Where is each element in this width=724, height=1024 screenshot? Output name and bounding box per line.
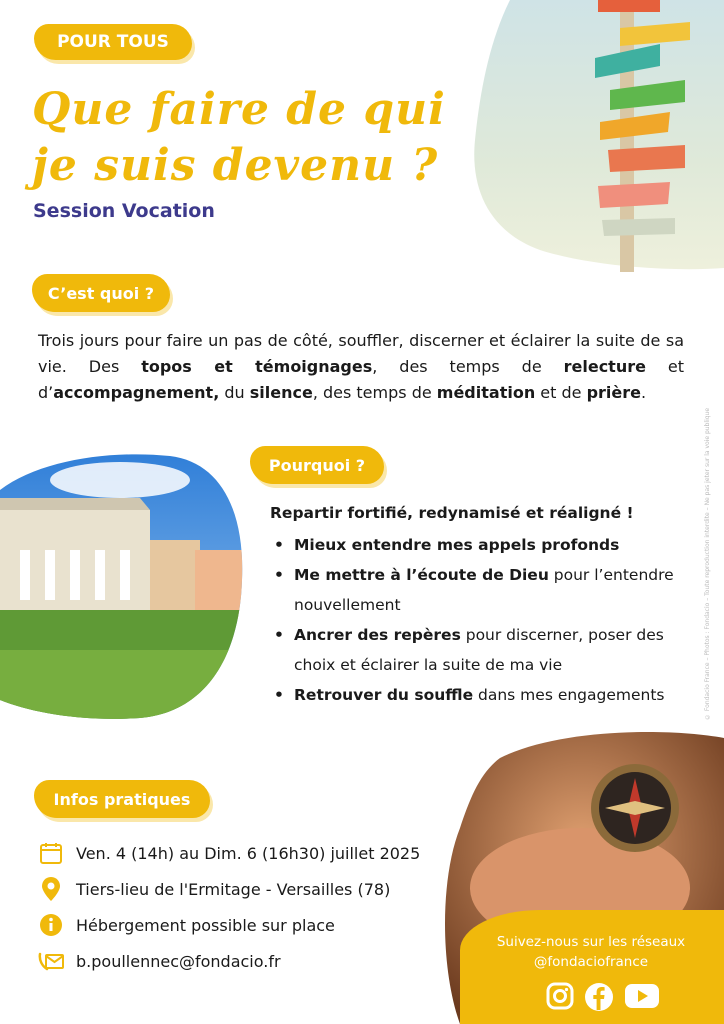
title-line-2: je suis devenu ?	[32, 140, 439, 191]
why-lead: Repartir fortifié, redynamisé et réaligné !	[270, 504, 634, 522]
title-line-1: Que faire de qui	[32, 84, 446, 135]
why-item-text: pour l’entendre nouvellement	[294, 566, 674, 614]
list-item	[270, 560, 690, 620]
why-item-bold: Me mettre à l’écoute de Dieu	[294, 566, 549, 584]
list-item	[270, 680, 690, 710]
why-item-text: dans mes engagements	[473, 686, 665, 704]
social-icons	[546, 982, 666, 1012]
what-bold: accompagnement,	[53, 383, 220, 402]
info-date-row	[38, 840, 420, 866]
why-item-bold: Ancrer des repères	[294, 626, 461, 644]
social-handle[interactable]: @fondaciofrance	[533, 954, 649, 970]
info-date: Ven. 4 (14h) au Dim. 6 (16h30) juillet 2025	[76, 843, 421, 863]
info-heading: Infos pratiques	[34, 780, 210, 818]
what-text: du	[219, 383, 250, 402]
list-item	[270, 620, 690, 680]
what-text: , des temps de	[312, 383, 437, 402]
info-email-row	[38, 948, 281, 974]
what-bold: silence	[249, 383, 313, 402]
why-item-bold: Mieux entendre mes appels profonds	[294, 536, 620, 554]
facebook-icon[interactable]	[584, 982, 614, 1012]
why-heading: Pourquoi ?	[250, 446, 384, 484]
info-email[interactable]: b.poullennec@fondacio.fr	[76, 951, 281, 971]
info-place-row	[38, 876, 390, 902]
page-subtitle: Session Vocation	[33, 200, 215, 222]
info-lodging: Hébergement possible sur place	[76, 915, 335, 935]
pour-tous-badge: POUR TOUS	[34, 24, 192, 60]
copyright-note: © Fondacio France – Photos : Fondacio – Toute reproduction interdite – Ne pas jeter sur la voie publique	[704, 407, 711, 720]
what-bold: topos et témoignages	[141, 357, 373, 376]
what-text: .	[641, 383, 647, 402]
instagram-icon[interactable]	[546, 982, 574, 1010]
what-bold: méditation	[436, 383, 536, 402]
what-bold: relecture	[563, 357, 646, 376]
social-line-1: Suivez-nous sur les réseaux	[496, 934, 686, 950]
calendar-icon	[38, 840, 64, 866]
why-list	[270, 530, 690, 710]
what-text: , des temps de	[372, 357, 564, 376]
info-place: Tiers-lieu de l'Ermitage - Versailles (78)	[76, 879, 391, 899]
why-item-text: pour discerner, poser des choix et éclairer la suite de ma vie	[294, 626, 664, 674]
email-phone-icon	[38, 948, 64, 974]
building-image	[0, 450, 245, 722]
list-item	[270, 530, 690, 560]
what-text: Trois jours pour faire un pas de côté, souffler, discerner et éclairer la suite de sa vie. Des	[38, 331, 684, 376]
location-pin-icon	[38, 876, 64, 902]
what-text: et de	[535, 383, 587, 402]
page-title	[32, 82, 452, 194]
what-heading: C’est quoi ?	[32, 274, 170, 312]
why-item-bold: Retrouver du souffle	[294, 686, 474, 704]
what-bold: prière	[586, 383, 641, 402]
youtube-icon[interactable]	[624, 982, 660, 1010]
info-icon	[38, 912, 64, 938]
info-lodging-row	[38, 912, 335, 938]
what-text: et d’	[38, 357, 684, 402]
signpost-image	[470, 0, 724, 272]
what-paragraph	[38, 328, 684, 406]
